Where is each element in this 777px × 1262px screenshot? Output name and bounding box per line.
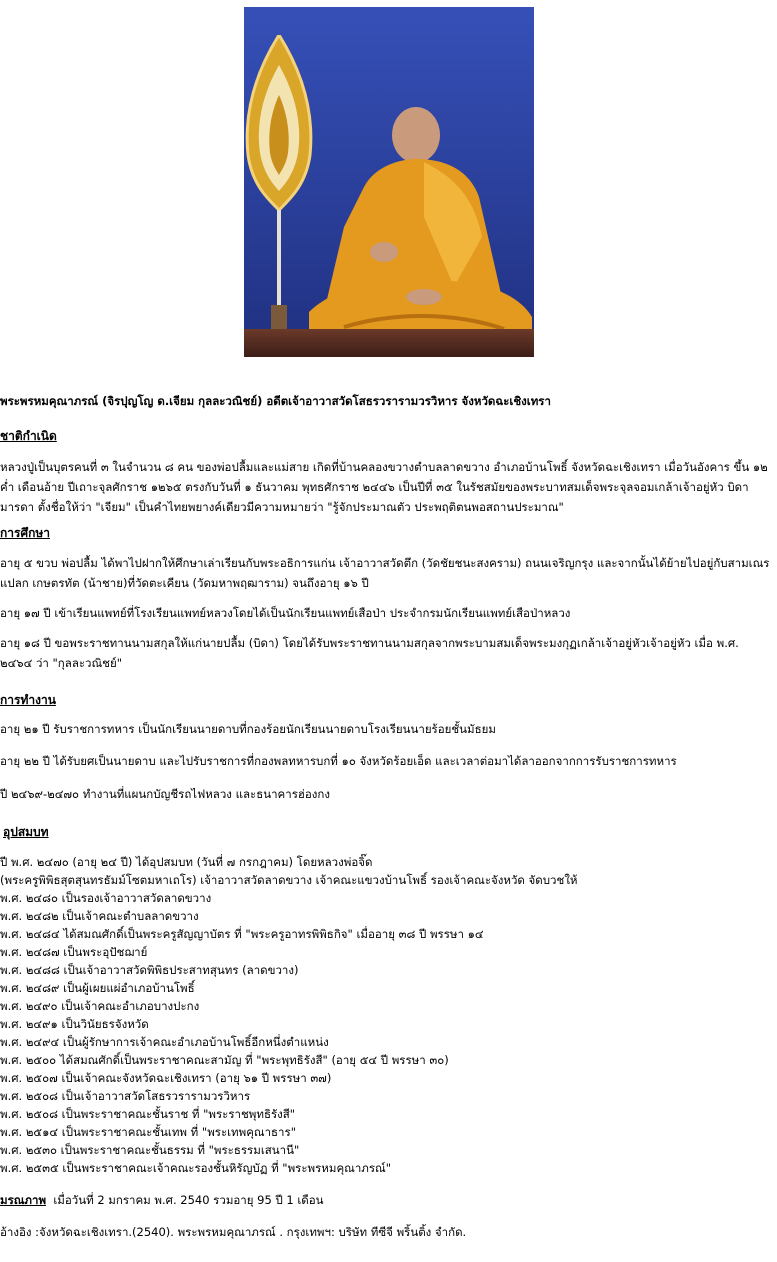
ordination-list (0, 853, 578, 1177)
list-item: พ.ศ. ๒๕๓๐ เป็นพระราชาคณะชั้นธรรม ที่ "พระธรรมเสนานี" (0, 1143, 300, 1157)
work-paragraph-3: ปี ๒๔๖๙-๒๔๗๐ ทำงานที่แผนกบัญชีรถไฟหลวง และธนาคารฮ่องกง (0, 787, 330, 801)
photo-floor (244, 329, 534, 357)
reference-line: อ้างอิง :จังหวัดฉะเชิงเทรา.(2540). พระพรหมคุณาภรณ์ . กรุงเทพฯ: บริษัท ทีซีจี พริ้นติ้ง จำกัด. (0, 1225, 467, 1239)
list-item: พ.ศ. ๒๕๐๘ เป็นเจ้าอาวาสวัดโสธรวรารามวรวิหาร (0, 1089, 251, 1103)
death-label: มรณภาพ (0, 1193, 47, 1207)
work-paragraph-2: อายุ ๒๒ ปี ได้รับยศเป็นนายดาบ และไปรับราชการที่กองพลทหารบกที่ ๑๐ จังหวัดร้อยเอ็ด และเวลาต่อมาได้ลาออกจากการรับราชการทหาร (0, 754, 677, 768)
list-item: พ.ศ. ๒๕๐๗ เป็นเจ้าคณะจังหวัดฉะเชิงเทรา (อายุ ๖๑ ปี พรรษา ๓๗) (0, 1071, 332, 1085)
education-paragraph-2: อายุ ๑๗ ปี เข้าเรียนแพทย์ที่โรงเรียนแพทย์หลวงโดยได้เป็นนักเรียนแพทย์เสือป่า ประจำกรมนักเรียนแพทย์เสือป่าหลวง (0, 606, 571, 620)
education-paragraph-3: อายุ ๑๘ ปี ขอพระราชทานนามสกุลให้แก่นายปลื้ม (บิดา) โดยได้รับพระราชทานนามสกุลจากพระบามสมเด็จพระมงกุฏเกล้าเจ้าอยู่หัวเจ้าอยู่หัว เมื่อ พ.ศ. ๒๔๖๔ ว่า "กุลละวณิชย์" (0, 636, 739, 670)
list-item: พ.ศ. ๒๕๐๘ เป็นพระราชาคณะชั้นราช ที่ "พระราชพุทธิรังสี" (0, 1107, 296, 1121)
list-item: พ.ศ. ๒๔๘๒ เป็นเจ้าคณะตำบลลาดขวาง (0, 909, 199, 923)
list-item: พ.ศ. ๒๔๙๐ เป็นเจ้าคณะอำเภอบางปะกง (0, 999, 200, 1013)
list-item: พ.ศ. ๒๔๘๐ เป็นรองเจ้าอาวาสวัดลาดขวาง (0, 891, 212, 905)
monk-portrait-photo (244, 7, 534, 357)
list-item: พ.ศ. ๒๔๙๔ เป็นผู้รักษาการเจ้าคณะอำเภอบ้านโพธิ์อีกหนึ่งตำแหน่ง (0, 1035, 329, 1049)
page-title: พระพรหมคุณาภรณ์ (จิรปุญโญ ด.เจียม กุลละวณิชย์) อดีตเจ้าอาวาสวัดโสธรวรารามวรวิหาร จังหวัดฉะเชิงเทรา (0, 394, 551, 408)
education-paragraph-1: อายุ ๕ ขวบ พ่อปลื้ม ได้พาไปฝากให้ศึกษาเล่าเรียนกับพระอธิการแก่น เจ้าอาวาสวัดตึก (วัดชัยชนะสงคราม) ถนนเจริญกรุง และจากนั้นได้ย้ายไปอยู่กับสามเณรแปลก เกษตรทัต (น้าชาย)ที่วัดตะเคียน (วัดมหาพฤฒาราม) จนถึงอายุ ๑๖ ปี (0, 556, 770, 590)
list-item: พ.ศ. ๒๔๘๔ ได้สมณศักดิ์เป็นพระครูสัญญาบัตร ที่ "พระครูอาทรพิพิธกิจ" เมื่ออายุ ๓๘ ปี พรรษา ๑๔ (0, 927, 484, 941)
list-item: พ.ศ. ๒๕๓๕ เป็นพระราชาคณะเจ้าคณะรองชั้นหิรัญบัฏ ที่ "พระพรหมคุณาภรณ์" (0, 1161, 391, 1175)
death-line (0, 1192, 324, 1210)
list-item: (พระครูพิพิธสุตสุนทรธัมม์โซตมหาเถโร) เจ้าอาวาสวัดลาดขวาง เจ้าคณะแขวงบ้านโพธิ์ รองเจ้าคณะจังหวัด จัดบวชให้ (0, 873, 578, 887)
list-item: พ.ศ. ๒๔๘๗ เป็นพระอุปัชฌาย์ (0, 945, 148, 959)
death-text: เมื่อวันที่ 2 มกราคม พ.ศ. 2540 รวมอายุ 95 ปี 1 เดือน (53, 1193, 324, 1207)
list-item: พ.ศ. ๒๔๘๘ เป็นเจ้าอาวาสวัดพิพิธประสาทสุนทร (ลาดขวาง) (0, 963, 299, 977)
heading-birth: ชาติกำเนิด (0, 429, 57, 443)
list-item: พ.ศ. ๒๕๑๔ เป็นพระราชาคณะชั้นเทพ ที่ "พระเทพคุณาธาร" (0, 1125, 296, 1139)
list-item: พ.ศ. ๒๕๐๐ ได้สมณศักดิ์เป็นพระราชาคณะสามัญ ที่ "พระพุทธิรังสี" (อายุ ๕๔ ปี พรรษา ๓๐) (0, 1053, 449, 1067)
heading-ordination: อุปสมบท (3, 825, 49, 839)
list-item: พ.ศ. ๒๔๘๙ เป็นผู้เผยแผ่อำเภอบ้านโพธิ์ (0, 981, 195, 995)
heading-education: การศึกษา (0, 526, 50, 540)
list-item: พ.ศ. ๒๔๙๑ เป็นวินัยธรจังหวัด (0, 1017, 149, 1031)
heading-work: การทำงาน (0, 693, 56, 707)
list-item: ปี พ.ศ. ๒๔๗๐ (อายุ ๒๔ ปี) ได้อุปสมบท (วันที่ ๗ กรกฎาคม) โดยหลวงพ่อจิ๊ด (0, 855, 373, 869)
birth-paragraph: หลวงปู่เป็นบุตรคนที่ ๓ ในจำนวน ๘ คน ของพ่อปลื้มและแม่สาย เกิดที่บ้านคลองขวางตำบลลาดขวาง อำเภอบ้านโพธิ์ จังหวัดฉะเชิงเทรา เมื่อวันอังคาร ขึ้น ๑๒ ค่ำ เดือนอ้าย ปีเถาะจุลศักราช ๑๒๖๕ ตรงกับวันที่ ๑ ธันวาคม พุทธศักราช ๒๔๔๖ เป็นปีที่ ๓๕ ในรัชสมัยของพระบาทสมเด็จพระจุลจอมเกล้าเจ้าอยู่หัว บิดามารดา ตั้งชื่อให้ว่า "เจียม" เป็นคำไทยพยางค์เดียวมีความหมายว่า "รู้จักประมาณตัว ประพฤติตนพอสถานประมาณ" (0, 460, 768, 514)
monk-figure-icon (304, 97, 534, 357)
work-paragraph-1: อายุ ๒๑ ปี รับราชการทหาร เป็นนักเรียนนายดาบที่กองร้อยนักเรียนนายดาบโรงเรียนนายร้อยชั้นมัธยม (0, 722, 496, 736)
